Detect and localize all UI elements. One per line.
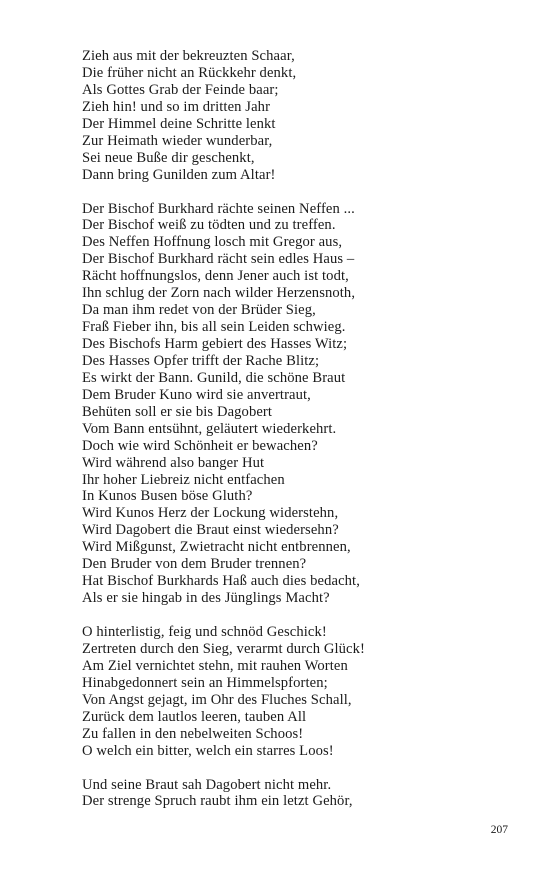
verse-line: Den Bruder von dem Bruder trennen?: [82, 556, 307, 573]
verse-line: Des Hasses Opfer trifft der Rache Blitz;: [82, 352, 320, 369]
verse-line: Fraß Fieber ihn, bis all sein Leiden schwieg.: [82, 319, 346, 336]
verse-line: Sei neue Buße dir geschenkt,: [82, 149, 255, 166]
verse-line: Dann bring Gunilden zum Altar!: [82, 166, 276, 183]
verse-line: Hinabgedonnert sein an Himmelspforten;: [82, 674, 328, 691]
verse-line: Wird Dagobert die Braut einst wiedersehn?: [82, 522, 339, 539]
verse-line: Behüten soll er sie bis Dagobert: [82, 403, 273, 420]
verse-line: Doch wie wird Schönheit er bewachen?: [82, 437, 318, 454]
verse-line: Vom Bann entsühnt, geläutert wiederkehrt.: [82, 420, 337, 437]
verse-line: Es wirkt der Bann. Gunild, die schöne Braut: [82, 369, 346, 386]
verse-line: Des Neffen Hoffnung losch mit Gregor aus,: [82, 234, 343, 251]
verse-line: Zieh hin! und so im dritten Jahr: [82, 98, 271, 115]
verse-line: Als Gottes Grab der Feinde baar;: [82, 81, 279, 98]
verse-line: Ihr hoher Liebreiz nicht entfachen: [82, 471, 285, 488]
stanza: [82, 624, 502, 760]
verse-line: Ihn schlug der Zorn nach wilder Herzensnoth,: [82, 285, 356, 302]
verse-line: Zur Heimath wieder wunderbar,: [82, 132, 273, 149]
verse-line: Zieh aus mit der bekreuzten Schaar,: [82, 48, 295, 64]
verse-line: Von Angst gejagt, im Ohr des Fluches Schall,: [82, 691, 352, 708]
stanza: [82, 777, 502, 811]
verse-line: Der Himmel deine Schritte lenkt: [82, 115, 276, 132]
verse-line: Des Bischofs Harm gebiert des Hasses Witz;: [82, 336, 348, 352]
verse-line: Dem Bruder Kuno wird sie anvertraut,: [82, 386, 311, 403]
verse-line: In Kunos Busen böse Gluth?: [82, 488, 253, 505]
verse-line: Zertreten durch den Sieg, verarmt durch Glück!: [82, 640, 365, 657]
verse-line: Hat Bischof Burkhards Haß auch dies bedacht,: [82, 573, 360, 590]
verse-line: Die früher nicht an Rückkehr denkt,: [82, 64, 297, 81]
verse-line: Zu fallen in den nebelweiten Schoos!: [82, 725, 304, 742]
verse-line: Und seine Braut sah Dagobert nicht mehr.: [82, 776, 332, 793]
verse-line: Als er sie hingab in des Jünglings Macht?: [82, 590, 330, 607]
verse-line: Zurück dem lautlos leeren, tauben All: [82, 708, 307, 725]
verse-line: Da man ihm redet von der Brüder Sieg,: [82, 302, 316, 319]
stanza: [82, 48, 502, 184]
verse-line: O hinterlistig, feig und schnöd Geschick!: [82, 624, 327, 640]
page-number: 207: [490, 824, 508, 836]
verse-line: Der Bischof weiß zu tödten und zu treffen.: [82, 217, 336, 234]
verse-line: Wird während also banger Hut: [82, 454, 265, 471]
verse-line: Der strenge Spruch raubt ihm ein letzt Gehör,: [82, 793, 353, 810]
verse-line: Am Ziel vernichtet stehn, mit rauhen Worten: [82, 657, 348, 674]
poem-text: [82, 48, 502, 827]
verse-line: Wird Kunos Herz der Lockung widerstehn,: [82, 505, 339, 522]
verse-line: Wird Mißgunst, Zwietracht nicht entbrennen,: [82, 539, 351, 556]
verse-line: Rächt hoffnungslos, denn Jener auch ist todt,: [82, 268, 349, 285]
verse-line: Der Bischof Burkhard rächte seinen Neffen ...: [82, 200, 355, 217]
verse-line: O welch ein bitter, welch ein starres Loos!: [82, 742, 334, 759]
verse-line: Der Bischof Burkhard rächt sein edles Haus –: [82, 251, 355, 268]
stanza: [82, 201, 502, 608]
